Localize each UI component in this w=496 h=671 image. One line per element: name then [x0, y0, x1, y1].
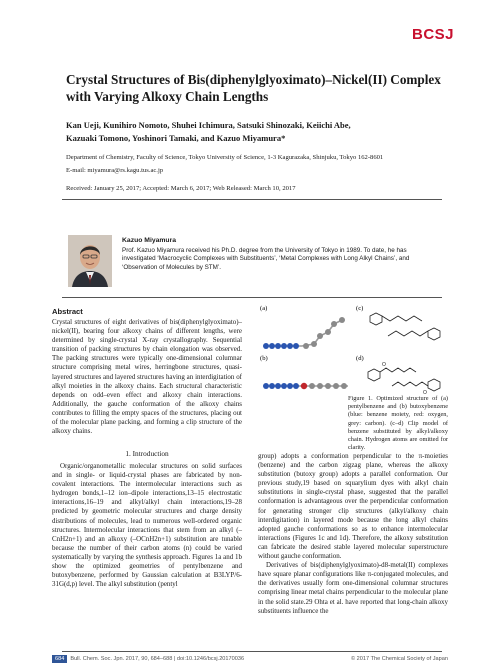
alkyl-clip-model	[370, 313, 440, 340]
publication-dates: Received: January 25, 2017; Accepted: March 6, 2017; Web Released: March 10, 2017	[66, 185, 296, 192]
intro-left-column: Organic/organometallic molecular structures on solid surfaces and in single- or liquid-crystal phases are fabricated by non-covalent interactions. The intermolecular interactions such as hydrogen bonds,1–12 ion–dipole interactions,13–15 electrostatic interactions,16–19 and alkyl/alkyl chain interactions,19–28 predicted by geometric molecular structures and charge density distributions of molecules, lead to numerous well-ordered organic structures. Intermolecular interactions that stem from an alkyl (–CnH2n+1) and an alkoxy (–OCnH2n+1) substitution are tunable because the number of their carbon atoms (n) could be varied systematically by varying the synthesis approach. Figures 1a and 1b show the optimized geometries of pentylbenzene and butoxybenzene, performed by Gaussian calculation at B3LYP/6-31G(d,p) level. The alkyl substitution (pentyl	[52, 462, 242, 589]
paper-title: Crystal Structures of Bis(diphenylglyoximato)–Nickel(II) Complex with Varying Alkoxy Chain Lengths	[66, 72, 441, 104]
paragraph: group) adopts a conformation perpendicular to the π-moieties (benzene) and the carbon zigzag plane, whereas the alkoxy substitution (butoxy group) adopts a parallel conformation. Our previous study,19 based on squarylium dyes with alkyl chain substitutions in single-crystal phase, suggested that the parallel conformation is advantageous over the perpendicular conformation for generating stronger clip structures (alkyl/alkoxy chain interdigitation) in layered mode because the long alkyl chains adopted gauche conformations so as to enhance intermolecular interactions (Figures 1c and 1d). Therefore, the alkoxy substitution can fabricate the desired stable layered molecular superstructure without gauche conformation.	[258, 452, 448, 561]
abstract-heading: Abstract	[52, 307, 83, 316]
figure-label-d: (d)	[356, 355, 364, 362]
figure-label-a: (a)	[260, 305, 268, 312]
copyright: © 2017 The Chemical Society of Japan	[351, 656, 448, 662]
journal-logo: BCSJ	[412, 26, 455, 43]
author-photo	[68, 235, 112, 287]
bio-name: Kazuo Miyamura	[122, 237, 177, 244]
bio-text: Prof. Kazuo Miyamura received his Ph.D. degree from the University of Tokyo in 1989. To date, he has investigated ‘Macrocyclic Complexes with Substituents’, ‘Metal Complexes with Long Alkyl Chains’, and ‘Observation of Molecules by STM’.	[122, 247, 410, 271]
author-list	[66, 119, 446, 145]
email[interactable]: E-mail: miyamura@rs.kagu.tus.ac.jp	[66, 167, 164, 174]
abstract-text: Crystal structures of eight derivatives of bis(diphenylglyoximato)–nickel(II), bearing four alkoxy chains of different lengths, were determined by single-crystal X-ray crystallography. Sequential transition of packing structures by chain elongation was observed. The packing structures were typically one-dimensional columnar structure comprising metal wires, herringbone structures, quasi-layered structures and layered structures having an interdigitation of alkyl moieties in the alkoxy chains. Each structural characteristic depends on odd–even effect and alkoxy chain interactions. Additionally, the gauche conformation of the alkoxy chains contributes to filling the empty spaces of the structures, placing out of the molecular plane packing, and forming a clip structure of the alkoxy chains.	[52, 318, 242, 436]
figure-1-caption: Figure 1. Optimized structure of (a) pentylbenzene and (b) butoxybenzene (blue: benzene moiety, red: oxygen, grey: carbon). (c–d) Clip model of benzene substituted by alkyl/alkoxy chain. Hydrogen atoms are omitted for clarity.	[348, 395, 448, 452]
figure-1	[258, 302, 448, 397]
divider	[62, 297, 442, 298]
affiliation: Department of Chemistry, Faculty of Science, Tokyo University of Science, 1-3 Kagurazaka, Shinjuku, Tokyo 162-8601	[66, 154, 384, 161]
figure-label-c: (c)	[356, 305, 364, 312]
footer-divider	[62, 651, 442, 652]
authors-line-1: Kan Ueji, Kunihiro Nomoto, Shuhei Ichimura, Satsuki Shinozaki, Keiichi Abe,	[66, 120, 351, 130]
butoxybenzene-model	[263, 383, 348, 389]
citation: Bull. Chem. Soc. Jpn. 2017, 90, 684–688 | doi:10.1246/bcsj.20170036	[70, 656, 245, 662]
section-heading-introduction: 1. Introduction	[125, 449, 169, 458]
svg-text:O: O	[382, 362, 386, 368]
paragraph: Derivatives of bis(diphenylglyoximato)-d8-metal(II) complexes have square planar configurations like π-conjugated molecules, and the derivatives usually form one-dimensional columnar structures comprising linear metal chains perpendicular to the molecular plane in the solid state.29 Ohta et al. have reported that long-chain alkoxy substituents influence the	[258, 561, 448, 615]
pentylbenzene-model	[263, 317, 345, 349]
page-number: 684	[52, 655, 67, 663]
alkoxy-clip-model	[368, 362, 440, 396]
authors-line-2: Kazuaki Tomono, Yoshinori Tamaki, and Kazuo Miyamura*	[66, 133, 286, 143]
intro-right-column	[258, 452, 448, 616]
svg-text:O: O	[423, 390, 427, 396]
divider	[62, 199, 442, 200]
figure-label-b: (b)	[260, 355, 268, 362]
page-footer	[52, 656, 448, 662]
